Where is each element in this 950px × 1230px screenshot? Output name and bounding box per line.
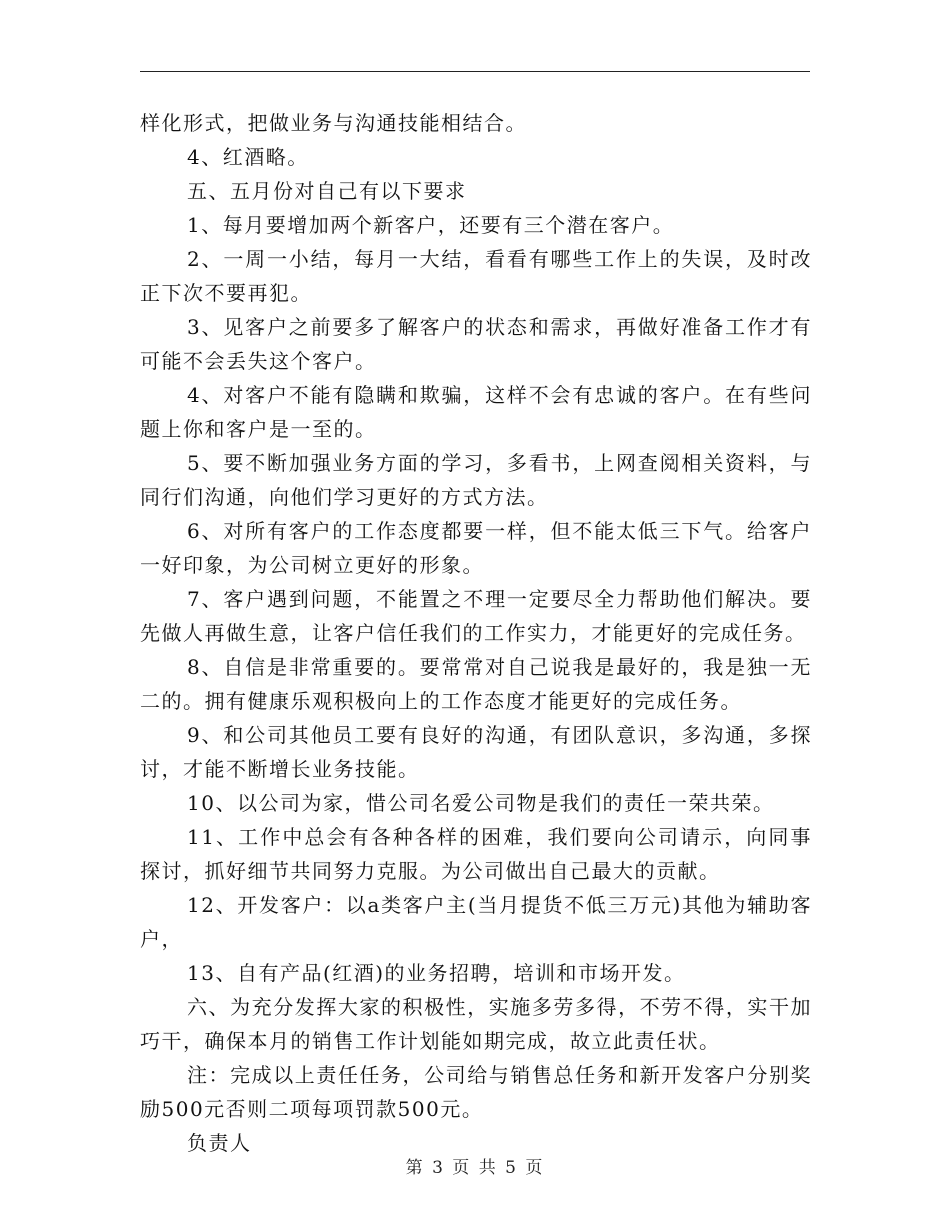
list-item: 1、每月要增加两个新客户，还要有三个潜在客户。	[187, 213, 675, 237]
list-item: 4、对客户不能有隐瞒和欺骗，这样不会有忠诚的客户。在有些问题上你和客户是一至的。	[140, 383, 812, 441]
list-item: 9、和公司其他员工要有良好的沟通，有团队意识，多沟通，多探讨，才能不断增长业务技能。	[140, 723, 812, 781]
list-item: 13、自有产品(红酒)的业务招聘，培训和市场开发。	[187, 961, 686, 985]
list-item: 3、见客户之前要多了解客户的状态和需求，再做好准备工作才有可能不会丢失这个客户。	[140, 315, 812, 373]
list-item: 11、工作中总会有各种各样的困难，我们要向公司请示，向同事探讨，抓好细节共同努力克服。为公司做出自己最大的贡献。	[140, 825, 812, 883]
header-rule	[140, 71, 810, 72]
page-number-footer: 第 3 页 共 5 页	[405, 1158, 545, 1178]
list-item: 2、一周一小结，每月一大结，看看有哪些工作上的失误，及时改正下次不要再犯。	[140, 247, 812, 305]
list-item: 5、要不断加强业务方面的学习，多看书，上网查阅相关资料，与同行们沟通，向他们学习更好的方式方法。	[140, 451, 812, 509]
signature-label: 负责人	[187, 1131, 252, 1155]
list-item: 8、自信是非常重要的。要常常对自己说我是最好的，我是独一无二的。拥有健康乐观积极向上的工作态度才能更好的完成任务。	[140, 655, 812, 713]
paragraph: 样化形式，把做业务与沟通技能相结合。	[140, 111, 527, 135]
section-heading: 六、为充分发挥大家的积极性，实施多劳多得，不劳不得，实干加巧干，确保本月的销售工作计划能如期完成，故立此责任状。	[140, 995, 812, 1053]
list-item: 6、对所有客户的工作态度都要一样，但不能太低三下气。给客户一好印象，为公司树立更好的形象。	[140, 519, 812, 577]
document-body	[140, 106, 812, 1160]
paragraph: 4、红酒略。	[187, 145, 309, 169]
list-item: 7、客户遇到问题，不能置之不理一定要尽全力帮助他们解决。要先做人再做生意，让客户信任我们的工作实力，才能更好的完成任务。	[140, 587, 812, 645]
list-item: 12、开发客户：以a类客户主(当月提货不低三万元)其他为辅助客户，	[140, 893, 812, 951]
note-paragraph: 注：完成以上责任任务，公司给与销售总任务和新开发客户分别奖励500元否则二项每项罚款500元。	[140, 1063, 812, 1121]
section-heading: 五、五月份对自己有以下要求	[187, 179, 467, 203]
list-item: 10、以公司为家，惜公司名爱公司物是我们的责任一荣共荣。	[187, 791, 775, 815]
